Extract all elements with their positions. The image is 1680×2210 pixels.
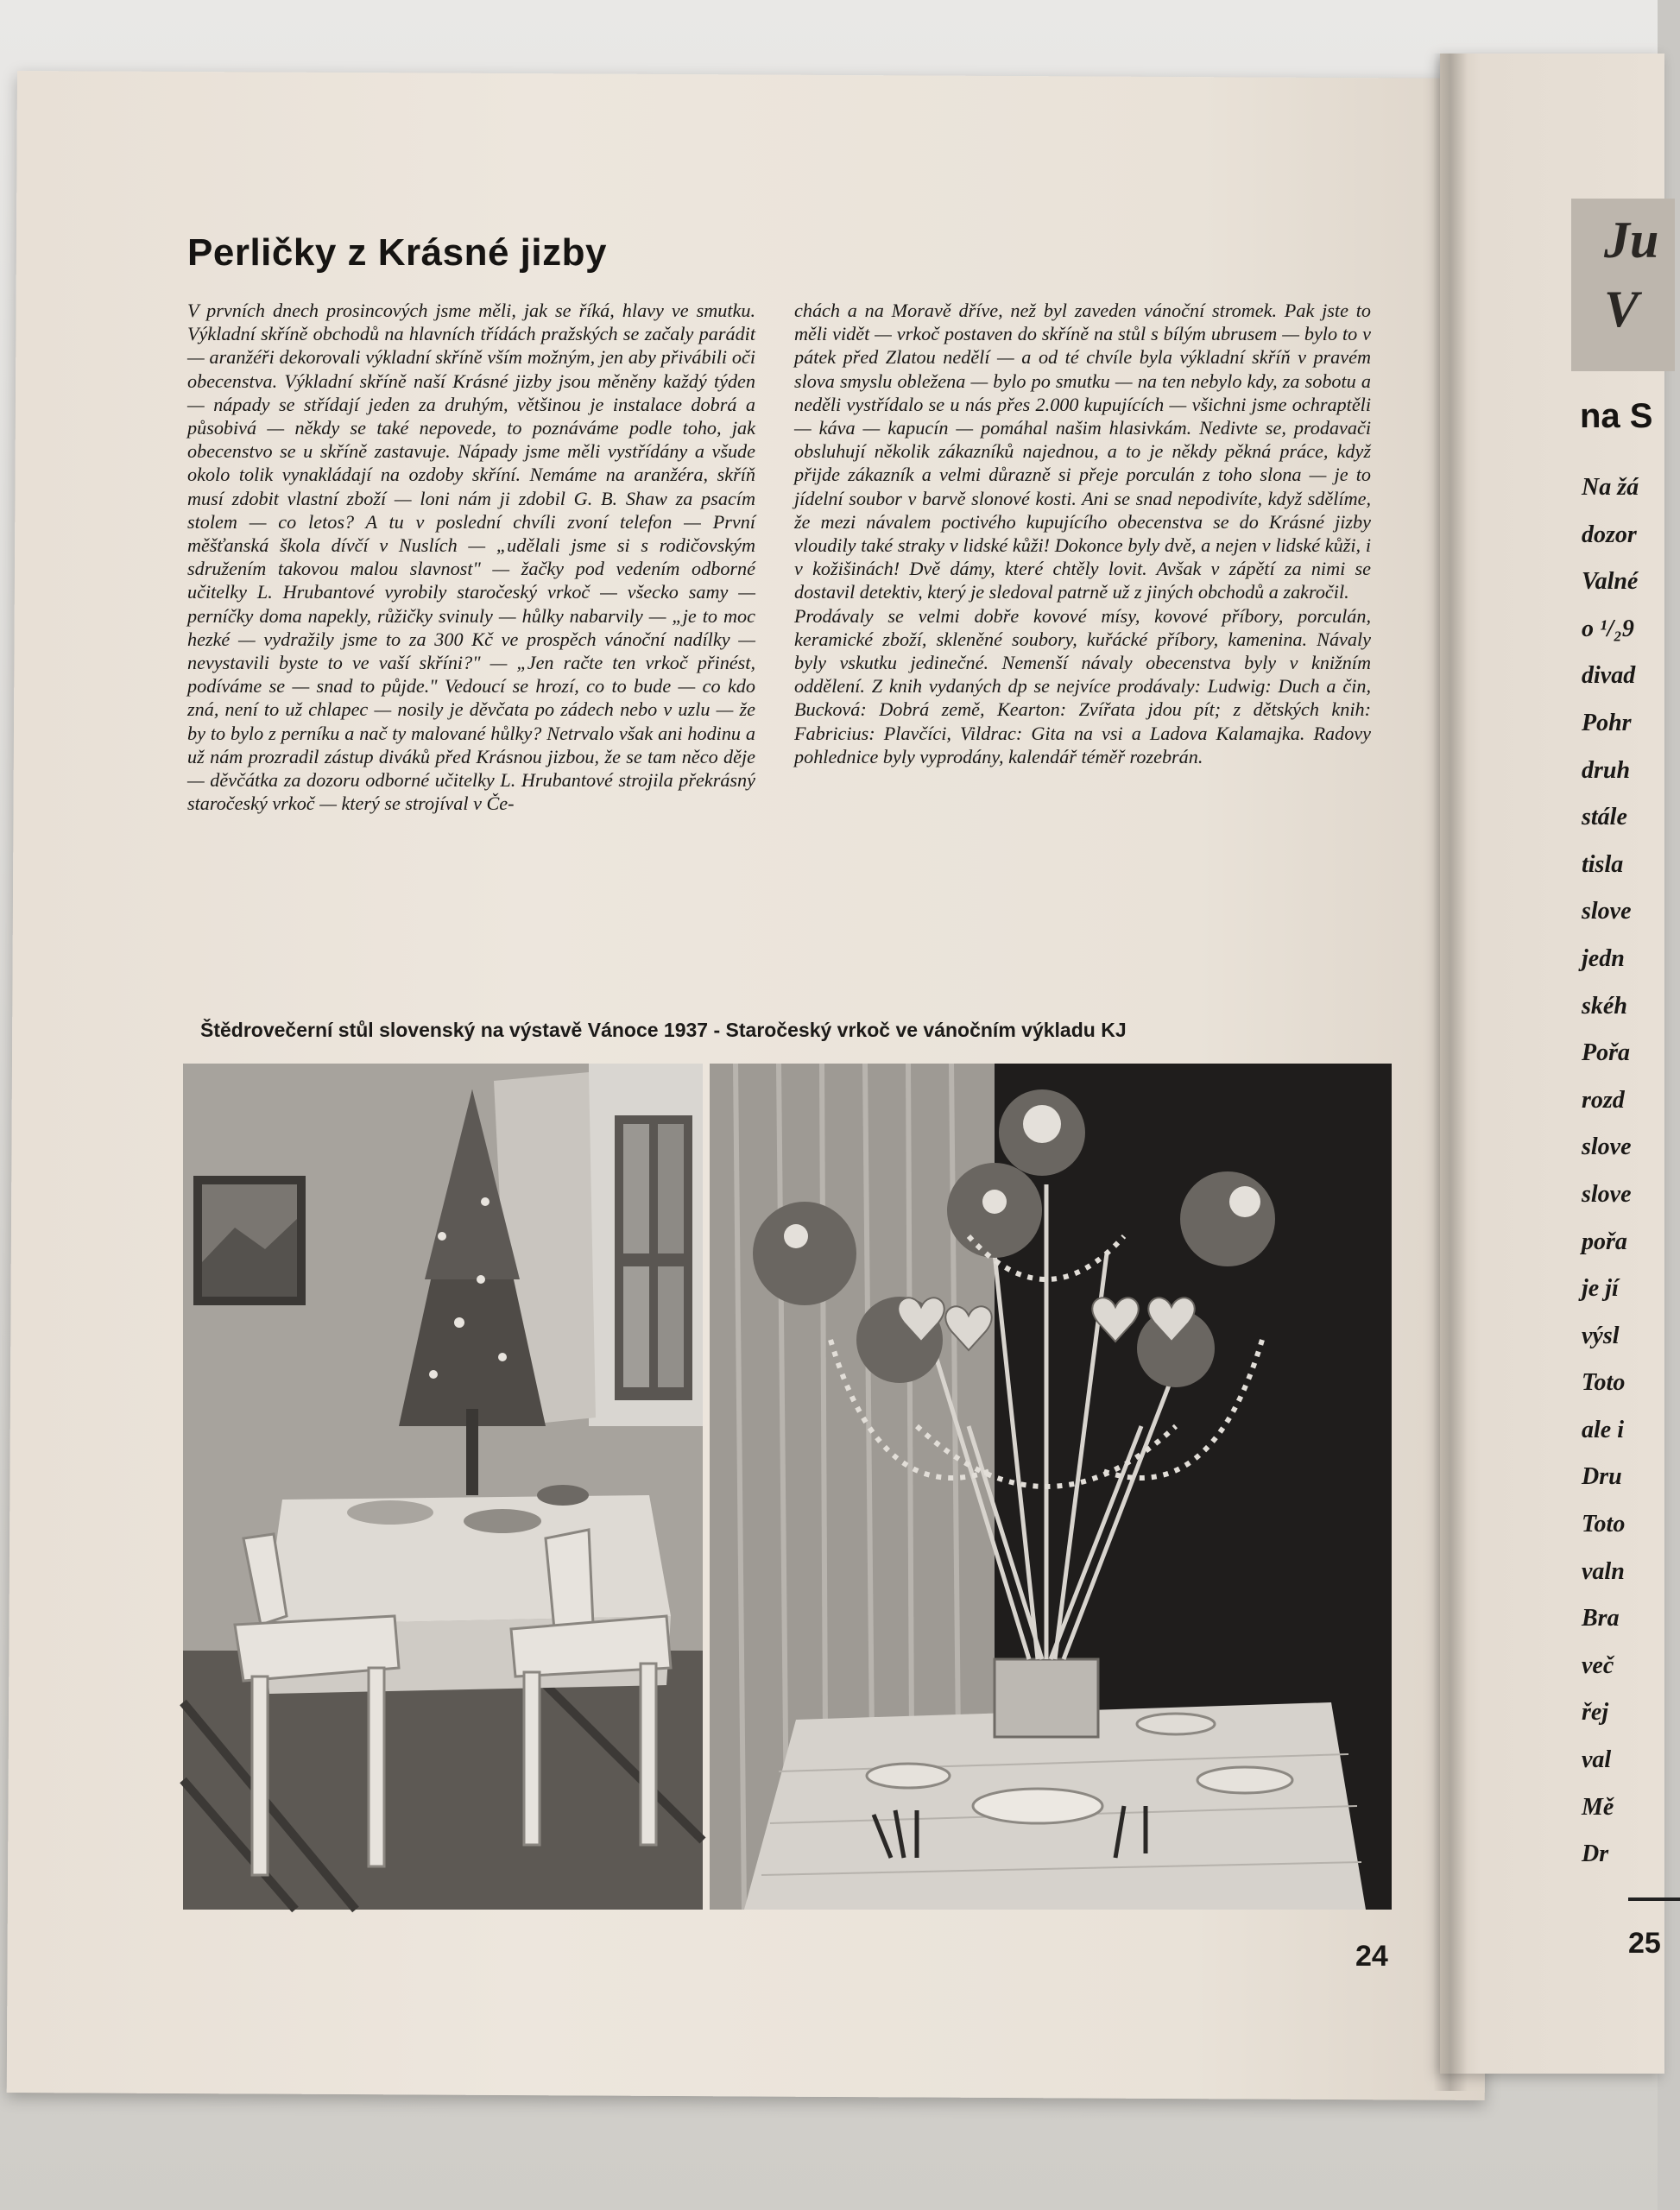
facing-page-line: o ¹/₂9 xyxy=(1582,615,1634,642)
facing-page-subheading: na S xyxy=(1580,397,1653,435)
facing-page-line: rozd xyxy=(1582,1086,1625,1114)
facing-page-line: divad xyxy=(1582,662,1636,690)
column-1-text: V prvních dnech prosincových jsme měli, jak se říká, hlavy ve smutku. Výkladní skříně obchodů na hlavních třídách pražských se začaly parádit — aranžéři dekorovali výkladní skříně vším možným, jen aby přivábili oči obecenstva. Výkladní skříně naší Krásné jizby jsou měněny každý týden — nápady se střídají jeden za druhým, většinou je instalace dobrá a působivá — někdy se také nepovede, to poznáváme podle toho, jak obecenstvo se u skříně zastavuje. Nápady jsme měli vystřídány a všude okolo tolik vynakládají na ozdoby skříní. Nemáme na aranžéra, skříň musí zdobit vlastní zboží — loni nám ji zdobil G. B. Shaw za psacím stolem — co letos? A tu v poslední chvíli zvoní telefon — První měšťanská škola dívčí v Nuslích — „udělali jsme si s rodičovským sdružením takovou malou slavnost" — žačky pod vedením odborné učitelky L. Hrubantové vyrobily staročeský vrkoč — všecko samy — perníčky doma napekly, růžičky svinuly — hůlky nabarvily — „je to moc hezké — vydražily jsme to za 300 Kč ve prospěch vánoční nadílky — nevystavili byste to ve vaší skříni?" — „Jen račte ten vrkoč přinést, podíváme se — snad to půjde." Vedoucí se hrozí, co to bude — co kdo zná, není to už chlapec — nosily je děvčata po zádech nebo v uzlu — že by to bylo z perníku a nač ty malované hůlky? Netrvalo však ani hodinu a už nám prozradil zástup diváků před Krásnou jizbou, že se tam něco děje — děvčátka za dozoru odborné učitelky L. Hrubantové strojila překrásný staročeský vrkoč — který se strojíval v Če- xyxy=(187,300,755,815)
facing-page-line: skéh xyxy=(1582,992,1627,1020)
facing-header-line-2: V xyxy=(1604,281,1639,338)
slovak-christmas-table-photo xyxy=(183,1064,703,1910)
facing-page-line: Mě xyxy=(1582,1793,1614,1821)
facing-page-line: slove xyxy=(1582,898,1632,925)
article-title: Perličky z Krásné jizby xyxy=(187,231,607,274)
facing-page-line: Valné xyxy=(1582,568,1639,596)
facing-page-line: slove xyxy=(1582,1133,1632,1161)
facing-page-line: je jí xyxy=(1582,1275,1619,1303)
facing-page-line: slove xyxy=(1582,1180,1632,1208)
facing-page-line: tisla xyxy=(1582,850,1624,878)
table-photo-drawing xyxy=(183,1064,703,1910)
facing-page-line: stále xyxy=(1582,804,1627,831)
column-2-paragraph-1: chách a na Moravě dříve, než byl zaveden vánoční stromek. Pak jste to měli vidět — vrkoč postaven do skříně na stůl s bílým ubrusem — bylo to v pátek před Zlatou nedělí — a od té chvíle byla výkladní skříň v pravém slova smyslu obležena — bylo po smutku — na ten nebylo kdy, za sobotu a neděli vystřídalo se u nás přes 2.000 kupujících — všichni jsme ochraptěli — káva — kapucín — pomáhal našim hlasivkám. Nedivte se, prodavači obsluhují několik zákazníků najednou, a to je někdy pěkná práce, když přijde zákazník a velmi důrazně si přeje porculán z toho slona — je to jídelní soubor v barvě slonové kosti. Ani se snad nepodivíte, když sdělíme, že mezi návalem poctivého kupujícího obecenstva se do Krásné jizby vloudily také straky v lidské kůži! Dokonce byly dvě, a nejen v lidské kůži, i v kožišinách! Dvě dámy, které chtěly lovit. Avšak v zápětí za nimi se dostavil detektiv, který je sledoval patrně už z jiných obchodů a zakročil. xyxy=(794,300,1371,603)
facing-page-line: dozor xyxy=(1582,521,1637,548)
facing-page-line: Pořa xyxy=(1582,1039,1630,1067)
facing-page-line: ale i xyxy=(1582,1416,1624,1443)
facing-page-number: 25 xyxy=(1628,1927,1661,1960)
facing-page-line: Toto xyxy=(1582,1511,1626,1538)
facing-page-line: več xyxy=(1582,1651,1614,1679)
facing-page-line: Dru xyxy=(1582,1463,1622,1491)
facing-page-line: Bra xyxy=(1582,1605,1620,1632)
vrkoc-photo-drawing xyxy=(710,1064,1392,1910)
facing-page-line: Dr xyxy=(1582,1841,1609,1868)
facing-page-line: jedn xyxy=(1582,944,1625,972)
facing-page-line: řej xyxy=(1582,1699,1609,1727)
article-column-1 xyxy=(187,299,755,815)
facing-page-header xyxy=(1571,199,1675,371)
vrkoc-display-photo xyxy=(710,1064,1392,1910)
column-2-paragraph-2: Prodávaly se velmi dobře kovové mísy, kovové příbory, porculán, keramické zboží, skleněné soubory, kuřácké příbory, kamenina. Návaly byly vskutku jedinečné. Nemenší návaly obecenstva byly v knižním oddělení. Z knih vydaných dp se nejvíce prodávaly: Ludwig: Duch a čin, Bucková: Dobrá země, Kearton: Zvířata jdou pít; z dětských knih: Fabricius: Plavčíci, Vildrac: Gita na vsi a Ladova Kalamajka. Radovy pohlednice byly vyprodány, kalendář téměř rozebrán. xyxy=(794,604,1371,767)
page-gutter-shadow xyxy=(1433,54,1468,2091)
facing-page-line: Na žá xyxy=(1582,474,1639,501)
facing-page-line: valn xyxy=(1582,1557,1625,1585)
facing-page-line: Pohr xyxy=(1582,709,1632,736)
photo-caption: Štědrovečerní stůl slovenský na výstavě Vánoce 1937 - Staročeský vrkoč ve vánočním výkladu KJ xyxy=(200,1019,1127,1041)
page-number: 24 xyxy=(1355,1940,1388,1973)
facing-page-line: druh xyxy=(1582,756,1631,784)
facing-header-line-1: Ju xyxy=(1604,212,1659,268)
facing-page-line: pořa xyxy=(1582,1228,1627,1255)
facing-page-rule xyxy=(1628,1897,1680,1901)
facing-page-line: val xyxy=(1582,1746,1612,1774)
article-column-2 xyxy=(794,299,1371,768)
facing-page-text-lines xyxy=(1582,464,1668,1878)
facing-page-line: výsl xyxy=(1582,1322,1620,1349)
facing-page-line: Toto xyxy=(1582,1369,1626,1397)
